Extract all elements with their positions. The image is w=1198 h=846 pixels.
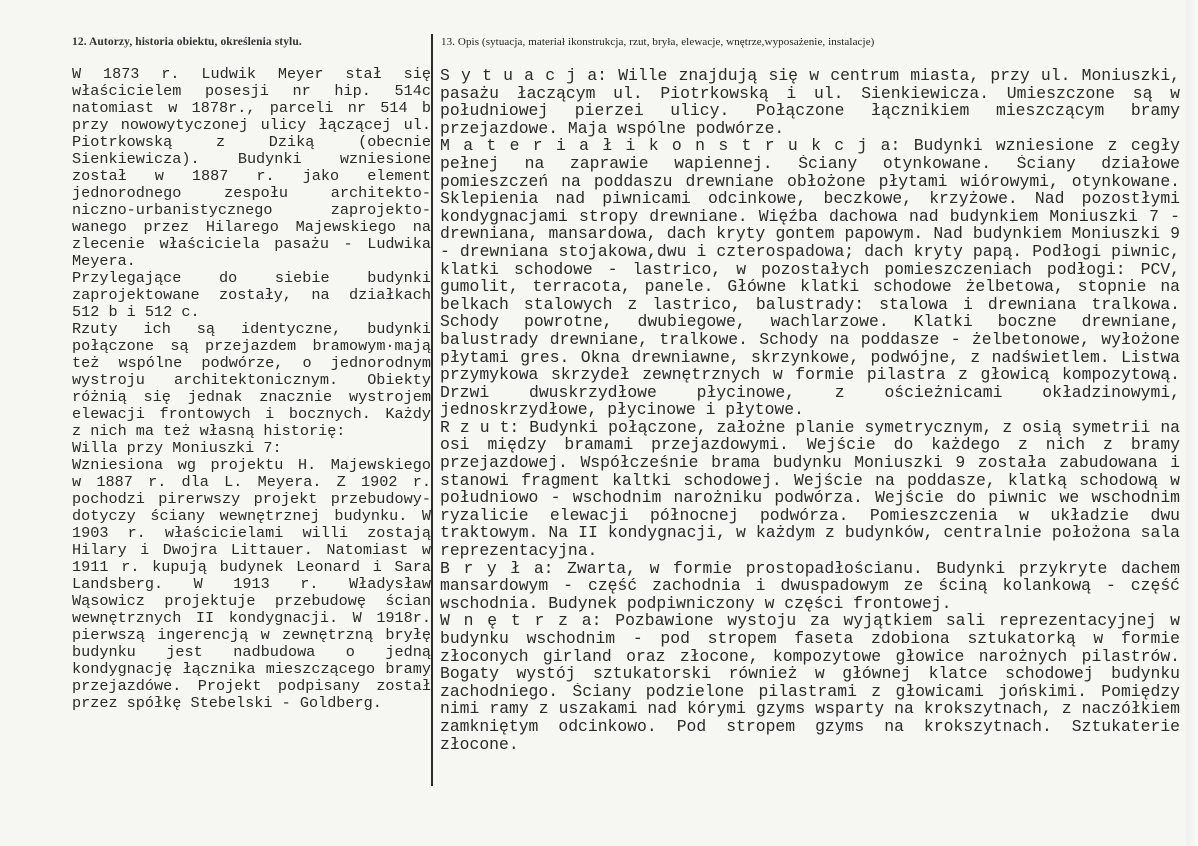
text-line: Wzniesiona wg projektu H. Majewskiego [72,457,431,474]
text-line: został w 1887 r. jako element [72,168,431,185]
text-line: wschodnia. Budynek podpiwniczony w części frontowej. [440,594,952,613]
text-line: przejazdowej. Współcześnie brama budynku Moniuszki 9 została zabudowana i [440,454,1180,472]
text-line: zamkniętym odcinkowo. Pod stropem gzyms na krokszytnach. Sztukaterie [440,717,1180,736]
text-line: Meyera. [72,253,136,270]
text-line: drewniana, mansardowa, dach kryty gontem papowym. Nad budynkiem Moniuszki 9 [440,225,1180,243]
text-line: jednoskrzydłowe, płycinowe i płytowe. [440,401,804,419]
text-line: wanego przez Hilarego Majewskiego na [72,219,431,236]
history-text-column [72,66,431,712]
text-line: południowej pierzei ulicy. Połączone łącznikiem mieszczącym bramy [440,102,1180,120]
text-line: w 1887 r. dla L. Meyera. Z 1902 r. [72,474,431,491]
text-line: Sienkiewicza). Budynki wzniesione [72,151,431,168]
text-line: ryzalicie elewacji północnej podwórza. Pomieszczenia w układzie dwu [440,506,1180,525]
text-line: R z u t: Budynki połączone, założne planie symetrycznym, z osią symetrii na [440,418,1180,437]
text-line: B r y ł a: Zwarta, w formie prostopadłościanu. Budynki przykryte dachem [440,559,1180,578]
description-text-column [440,67,1180,753]
text-line: przy nowowytyczonej ulicy łączącej ul. [72,117,431,134]
text-line: W n ę t r z a: Pozbawione wystoju za wyjątkiem sali reprezentacyjnej w [440,612,1180,630]
text-line: pomieszczeń na poddaszu drewniane obłożone płytami wiórowymi, otynkowane. [440,172,1180,191]
text-line: osi między bramami przejazdowymi. Wejście do każdego z nich z bramy [440,436,1180,455]
text-line: 512 b i 512 c. [72,304,200,321]
text-line: Willa przy Moniuszki 7: [72,440,282,457]
text-line: niczno-urbanistycznego zaprojekto- [72,202,431,219]
text-line: W 1873 r. Ludwik Meyer stał się [72,66,431,83]
text-line: Sklepienia nad piwnicami odcinkowe, beczkowe, krzyżowe. Nad pozostłymi [440,190,1180,208]
text-line: Hilary i Dwojra Littauer. Natomiast w [72,542,431,559]
text-line: Schody powrotne, dwubiegowe, wachlarzowe. Klatki boczne drewniane, [440,313,1180,331]
text-line: Bogaty wystój sztukatorski również w głównej klatce schodowej budynku [440,665,1180,683]
text-line: pasażu łaczącym ul. Piotrkowską i ul. Sienkiewicza. Umieszczone są w [440,84,1180,103]
text-line: różnią się jednak znacznie wystrojem [72,389,431,406]
text-line: M a t e r i a ł i k o n s t r u k c j a: Budynki wzniesione z cegły [440,137,1180,155]
text-line: nimi ramy z uszakami nad kórymi gzyms wsparty na krokszytnach, z naczółkiem [440,700,1180,718]
text-line: S y t u a c j a: Wille znajdują się w centrum miasta, przy ul. Moniuszki, [440,67,1180,85]
text-line: mansardowym - część zachodnia i dwuspadowym ze ściną kolankową - część [440,577,1180,595]
section-12-heading: 12. Autorzy, historia obiektu, określenia stylu. [72,36,302,48]
text-line: pochodzi pirerwszy projekt przebudowy- [72,491,431,508]
text-line: przez spółkę Stebelski - Goldberg. [72,695,382,712]
text-line: złocone. [440,735,519,754]
text-line: też wspólne podwórze, o jednorodnym [72,355,431,372]
text-line: klatki schodowe - lastrico, w pozostałych pomieszczeniach podłogi: PCV, [440,260,1180,279]
text-line: natomiast w 1878r., parceli nr 514 b [72,100,431,117]
text-line: Piotrkowską z Dziką (obecnie [72,134,431,151]
text-line: - drewniana stojakowa,dwu i czterospadowa; dach kryty papą. Podłogi piwnic, [440,242,1180,261]
text-line: 1903 r. właścicielami willi zostają [72,525,431,542]
column-divider [431,34,433,786]
text-line: przejazdowe. Maja wspólne podwórze. [440,119,785,138]
text-line: budynku jest nadbudowa o jedną [72,644,431,661]
text-line: Rzuty ich są identyczne, budynki [72,321,431,338]
text-line: zlecenie właściciela pasażu - Ludwika [72,236,431,253]
text-line: z nich ma też własną historię: [72,423,346,440]
text-line: zachodniego. Ściany podzielone pilastrami z głowicami jońskimi. Pomiędzy [440,682,1180,701]
text-line: belkach stalowych z lastrico, balustrady: stalowa i drewniana tralkowa. [440,295,1180,314]
section-13-heading: 13. Opis (sytuacja, materiał ikonstrukcja, rzut, bryła, elewacje, wnętrze,wyposażenie, instalacje) [441,36,875,48]
text-line: budynku wschodnim - pod stropem faseta zdobiona sztukatorką w formie [440,630,1180,648]
text-line: balustrady drewniane, tralkowe. Schody na poddasze - żelbetonowe, wyłożone [440,330,1180,349]
text-line: dotyczy ściany wewnętrznej budynku. W [72,508,431,525]
text-line: Przylegające do siebie budynki [72,270,431,287]
text-line: przymykowa skrzydeł zewnętrznych w formie pilastra z głowicą kompozytową. [440,366,1180,384]
text-line: gumolit, terracota, panele. Główne klatki schodowe żelbetowa, stopnie na [440,278,1180,296]
text-line: stanowi fragment kaltki schodowej. Wejście na poddasze, klatką schodową w [440,471,1180,490]
text-line: płytami gres. Okna drewniawne, skrzynkowe, podwójne, z nadświetlem. Listwa [440,348,1180,367]
text-line: 1911 r. kupują budynek Leonard i Sara [72,559,431,576]
text-line: kondygnację łącznika mieszczącego bramy [72,661,431,678]
text-line: traktowym. Na II kondygnacji, w każdym z budynków, centralnie położona sala [440,524,1180,543]
text-line: pierwszą ingerencją w zewnętrzną bryłę [72,627,431,644]
text-line: złoconych girland oraz złocone, kompozytowe głowice narożnych pilastrów. [440,647,1180,666]
text-line: Landsberg. W 1913 r. Władysław [72,576,431,593]
text-line: Wąsowicz projektuje przebudowę ścian [72,593,431,610]
text-line: wystroju architektonicznym. Obiekty [72,372,431,389]
text-line: reprezentacyjna. [440,542,598,560]
text-line: kondygnacjami stropy drewniane. Więźba dachowa nad budynkiem Moniuszki 7 - [440,207,1180,226]
text-line: pełnej na zaprawie wapiennej. Ściany otynkowane. Ściany działowe [440,154,1180,173]
text-line: właścicielem posesji nr hip. 514c [72,83,431,100]
text-line: przejazdówe. Projekt podpisany został [72,678,431,695]
page-edge-shadow [1186,0,1198,846]
text-line: elewacji frontowych i bocznych. Każdy [72,406,431,423]
text-line: południowo - wschodnim narożniku podwórza. Wejście do piwnic we wschodnim [440,489,1180,507]
text-line: zaprojektowane zostały, na działkach [72,287,431,304]
text-line: Drzwi dwuskrzydłowe płycinowe, z ościeżnicami okładzinowymi, [440,383,1180,402]
text-line: wewnętrznych II kondygnacji. W 1918r. [72,610,431,627]
text-line: jednorodnego zespołu architekto- [72,185,431,202]
text-line: połączone są przejazdem bramowym·mają [72,338,431,355]
